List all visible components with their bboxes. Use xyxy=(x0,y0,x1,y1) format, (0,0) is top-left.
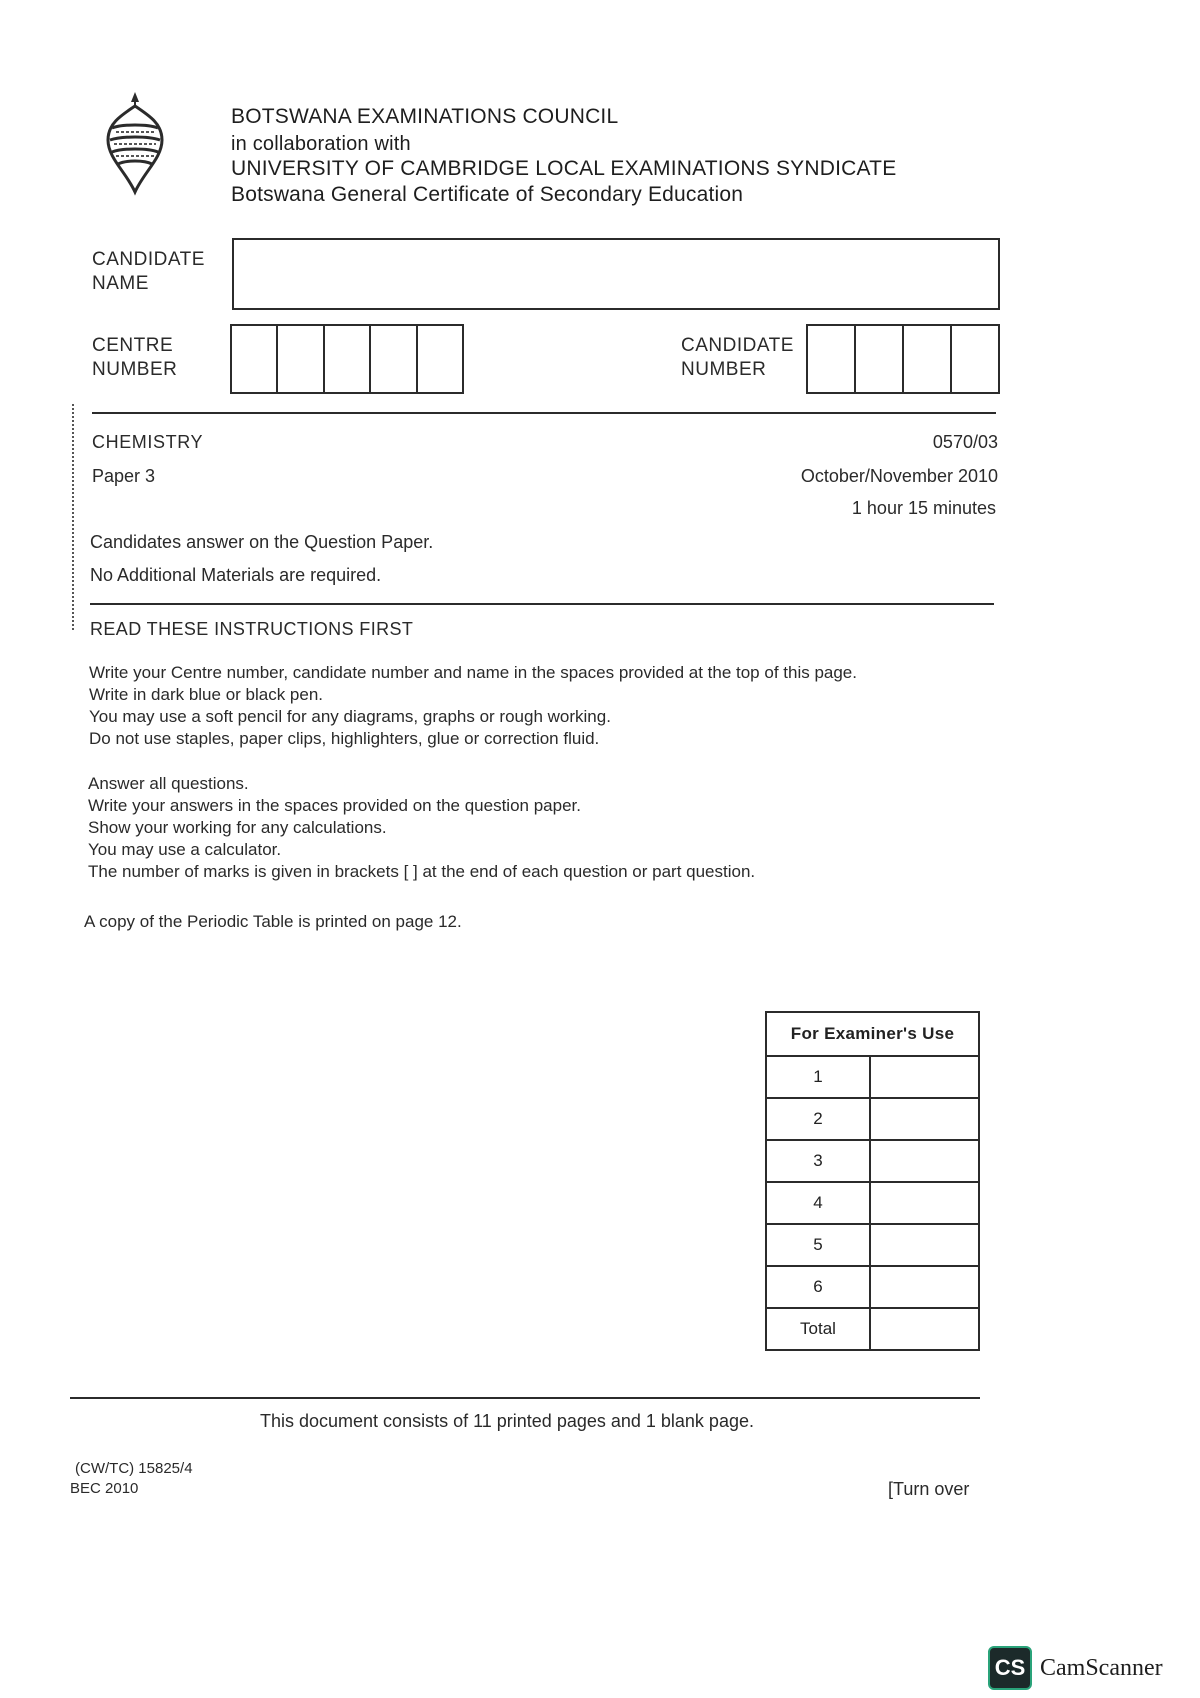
table-row xyxy=(766,1098,979,1140)
total-label: Total xyxy=(766,1308,870,1350)
candidate-number-digit[interactable] xyxy=(856,326,904,392)
centre-number-boxes[interactable] xyxy=(230,324,464,394)
candidate-number-label: CANDIDATE NUMBER xyxy=(681,335,794,380)
question-number: 5 xyxy=(766,1224,870,1266)
paper-code: 0570/03 xyxy=(932,432,998,452)
instruction-line: You may use a calculator. xyxy=(88,840,282,859)
candidate-number-digit[interactable] xyxy=(952,326,998,392)
camscanner-watermark xyxy=(988,1646,1163,1690)
turn-over: [Turn over xyxy=(888,1479,970,1499)
divider-middle xyxy=(90,603,994,605)
question-number: 6 xyxy=(766,1266,870,1308)
exam-duration: 1 hour 15 minutes xyxy=(851,498,996,518)
header-syndicate: UNIVERSITY OF CAMBRIDGE LOCAL EXAMINATIONS SYNDICATE xyxy=(231,157,897,180)
instruction-line: Show your working for any calculations. xyxy=(88,818,387,837)
header-org: BOTSWANA EXAMINATIONS COUNCIL xyxy=(231,105,619,128)
total-cell[interactable] xyxy=(870,1308,979,1350)
candidate-number-digit[interactable] xyxy=(904,326,952,392)
camscanner-label: CamScanner xyxy=(1040,1654,1163,1681)
mark-cell[interactable] xyxy=(870,1098,979,1140)
instruction-line: Write your answers in the spaces provided on the question paper. xyxy=(88,796,581,815)
subject-title: CHEMISTRY xyxy=(92,432,204,452)
mark-cell[interactable] xyxy=(870,1056,979,1098)
centre-number-digit[interactable] xyxy=(278,326,324,392)
instruction-line: You may use a soft pencil for any diagrams, graphs or rough working. xyxy=(89,707,611,726)
divider-footer xyxy=(70,1397,980,1399)
centre-number-digit[interactable] xyxy=(371,326,417,392)
centre-number-digit[interactable] xyxy=(418,326,462,392)
table-row xyxy=(766,1182,979,1224)
candidate-name-label: CANDIDATE NAME xyxy=(92,249,205,294)
pages-note: This document consists of 11 printed pages and 1 blank page. xyxy=(260,1411,754,1431)
instructions-block-2 xyxy=(88,773,755,883)
bec-logo-icon xyxy=(100,88,170,196)
candidate-number-digit[interactable] xyxy=(808,326,856,392)
candidate-name-field[interactable] xyxy=(232,238,1000,310)
mark-cell[interactable] xyxy=(870,1140,979,1182)
table-row xyxy=(766,1140,979,1182)
table-row xyxy=(766,1224,979,1266)
examiner-table-heading: For Examiner's Use xyxy=(766,1012,979,1056)
margin-ruler xyxy=(72,404,74,630)
divider-top xyxy=(92,412,996,414)
instruction-line: Write in dark blue or black pen. xyxy=(89,685,324,704)
exam-session: October/November 2010 xyxy=(800,466,998,486)
table-row xyxy=(766,1308,979,1350)
bec-logo xyxy=(100,88,170,196)
header-certificate: Botswana General Certificate of Secondary Education xyxy=(231,183,744,206)
question-number: 2 xyxy=(766,1098,870,1140)
centre-number-digit[interactable] xyxy=(232,326,278,392)
instructions-block-1 xyxy=(89,662,857,750)
header-collab: in collaboration with xyxy=(231,133,411,155)
centre-number-digit[interactable] xyxy=(325,326,371,392)
camscanner-logo-icon: CS xyxy=(988,1646,1032,1690)
table-row xyxy=(766,1056,979,1098)
mark-cell[interactable] xyxy=(870,1182,979,1224)
periodic-table-note: A copy of the Periodic Table is printed on page 12. xyxy=(84,912,462,931)
materials-note: No Additional Materials are required. xyxy=(90,565,382,585)
mark-cell[interactable] xyxy=(870,1224,979,1266)
instruction-line: Answer all questions. xyxy=(88,774,249,793)
question-number: 3 xyxy=(766,1140,870,1182)
question-number: 1 xyxy=(766,1056,870,1098)
instructions-heading: READ THESE INSTRUCTIONS FIRST xyxy=(90,619,414,639)
examiner-use-table xyxy=(765,1011,980,1351)
copyright-note: BEC 2010 xyxy=(70,1480,139,1497)
instruction-line: Write your Centre number, candidate number and name in the spaces provided at the top of this page. xyxy=(89,663,857,682)
centre-number-label: CENTRE NUMBER xyxy=(92,335,178,380)
question-number: 4 xyxy=(766,1182,870,1224)
reference-code: (CW/TC) 15825/4 xyxy=(75,1460,193,1477)
table-row xyxy=(766,1266,979,1308)
paper-number: Paper 3 xyxy=(92,466,156,486)
instruction-line: Do not use staples, paper clips, highlighters, glue or correction fluid. xyxy=(89,729,600,748)
answer-note: Candidates answer on the Question Paper. xyxy=(90,532,434,552)
candidate-number-boxes[interactable] xyxy=(806,324,1000,394)
mark-cell[interactable] xyxy=(870,1266,979,1308)
instruction-line: The number of marks is given in brackets [ ] at the end of each question or part question. xyxy=(88,862,756,881)
